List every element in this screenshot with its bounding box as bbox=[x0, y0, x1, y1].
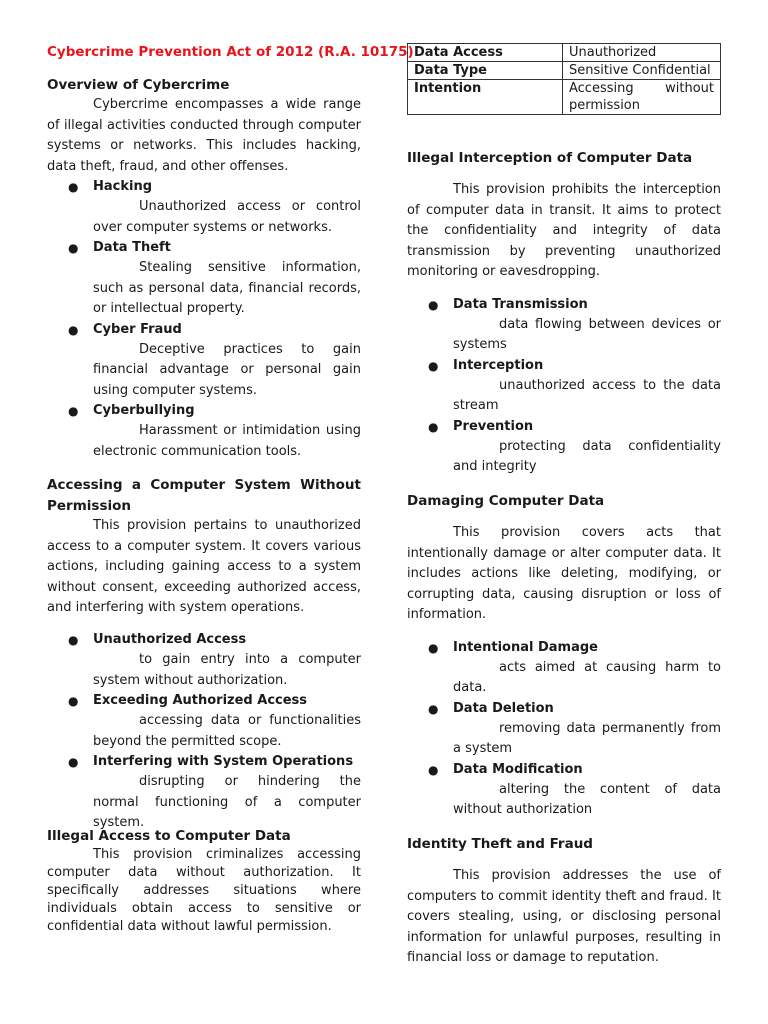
bullet-icon: ● bbox=[428, 297, 439, 312]
table-row: Data Access Unauthorized bbox=[408, 44, 721, 62]
list-item: ● Intentional Damage acts aimed at causing harm to data. bbox=[428, 639, 721, 695]
illegal-access-section bbox=[47, 826, 361, 936]
accessing-text: This provision pertains to unauthorized access to a computer system. It covers various actions, including gaining access to a system without consent, exceeding authorized access, and interfering with system operations. bbox=[47, 518, 361, 615]
list-item: ● Prevention protecting data confidentiality and integrity bbox=[428, 418, 721, 474]
list-item: ● Exceeding Authorized Access accessing data or functionalities beyond the permitted scope. bbox=[68, 693, 361, 749]
accessing-heading: Accessing a Computer System Without Permission bbox=[47, 477, 361, 514]
bullet-icon: ● bbox=[428, 762, 439, 777]
list-item: ● Unauthorized Access to gain entry into a computer system without authorization. bbox=[68, 632, 361, 688]
identity-text: This provision addresses the use of computers to commit identity theft and fraud. It covers stealing, using, or disclosing personal information for unlawful purposes, resulting in financial loss or damage to reputation. bbox=[407, 868, 721, 965]
table-row: Intention Accessing without permission bbox=[408, 80, 721, 115]
bullet-icon: ● bbox=[68, 180, 79, 194]
bullet-icon: ● bbox=[68, 404, 79, 418]
table-row: Data Type Sensitive Confidential bbox=[408, 62, 721, 80]
list-item: ● Data Deletion removing data permanently from a system bbox=[428, 700, 721, 756]
damaging-list bbox=[407, 638, 721, 821]
bullet-icon: ● bbox=[68, 633, 79, 647]
bullet-icon: ● bbox=[68, 322, 79, 337]
overview-text: Cybercrime encompasses a wide range of illegal activities conducted through computer systems or networks. This includes hacking, data theft, fraud, and other offenses. bbox=[47, 97, 361, 174]
list-item: ● Hacking Unauthorized access or control over computer systems or networks. bbox=[68, 179, 361, 235]
interception-list bbox=[407, 295, 721, 478]
damaging-heading: Damaging Computer Data bbox=[407, 493, 605, 509]
list-item: ● Interception unauthorized access to the data stream bbox=[428, 357, 721, 413]
list-item: ● Data Theft Stealing sensitive information, such as personal data, financial records, or intellectual property. bbox=[68, 240, 361, 316]
identity-heading: Identity Theft and Fraud bbox=[407, 836, 593, 852]
illegal-access-heading: Illegal Access to Computer Data bbox=[47, 828, 291, 844]
bullet-icon: ● bbox=[428, 419, 439, 434]
list-item: ● Cyberbullying Harassment or intimidation using electronic communication tools. bbox=[68, 403, 361, 459]
page-title: Cybercrime Prevention Act of 2012 (R.A. 10175) bbox=[47, 44, 414, 60]
overview-list bbox=[47, 177, 361, 462]
illegal-access-text: This provision criminalizes accessing computer data without authorization. It specifically addresses situations where individuals obtain access to sensitive or confidential data without lawful permission. bbox=[47, 847, 361, 934]
interception-text: This provision prohibits the interception of computer data in transit. It aims to protect the confidentiality and integrity of data transmission by preventing unauthorized monitoring or eavesdropping. bbox=[407, 182, 721, 279]
bullet-icon: ● bbox=[428, 358, 439, 373]
overview-section bbox=[47, 75, 361, 462]
list-item: ● Data Modification altering the content of data without authorization bbox=[428, 761, 721, 817]
list-item: ● Data Transmission data flowing between devices or systems bbox=[428, 296, 721, 352]
bullet-icon: ● bbox=[68, 241, 79, 255]
accessing-list-wrap bbox=[47, 630, 361, 834]
bullet-icon: ● bbox=[428, 701, 439, 716]
interception-heading: Illegal Interception of Computer Data bbox=[407, 150, 693, 166]
interception-section bbox=[407, 148, 721, 478]
bullet-icon: ● bbox=[68, 755, 79, 769]
damaging-text: This provision covers acts that intentionally damage or alter computer data. It includes actions like deleting, modifying, or corrupting data, causing disruption or loss of information. bbox=[407, 525, 721, 622]
damaging-section bbox=[407, 491, 721, 821]
bullet-icon: ● bbox=[428, 640, 439, 655]
overview-heading: Overview of Cybercrime bbox=[47, 77, 230, 93]
identity-section bbox=[407, 834, 721, 969]
list-item: ● Cyber Fraud Deceptive practices to gain financial advantage or personal gain using computer systems. bbox=[68, 321, 361, 398]
bullet-icon: ● bbox=[68, 694, 79, 708]
list-item: ● Interfering with System Operations disrupting or hindering the normal functioning of a computer system. bbox=[68, 754, 361, 830]
accessing-list bbox=[47, 630, 361, 834]
data-access-table bbox=[407, 43, 721, 115]
accessing-section bbox=[47, 475, 361, 619]
